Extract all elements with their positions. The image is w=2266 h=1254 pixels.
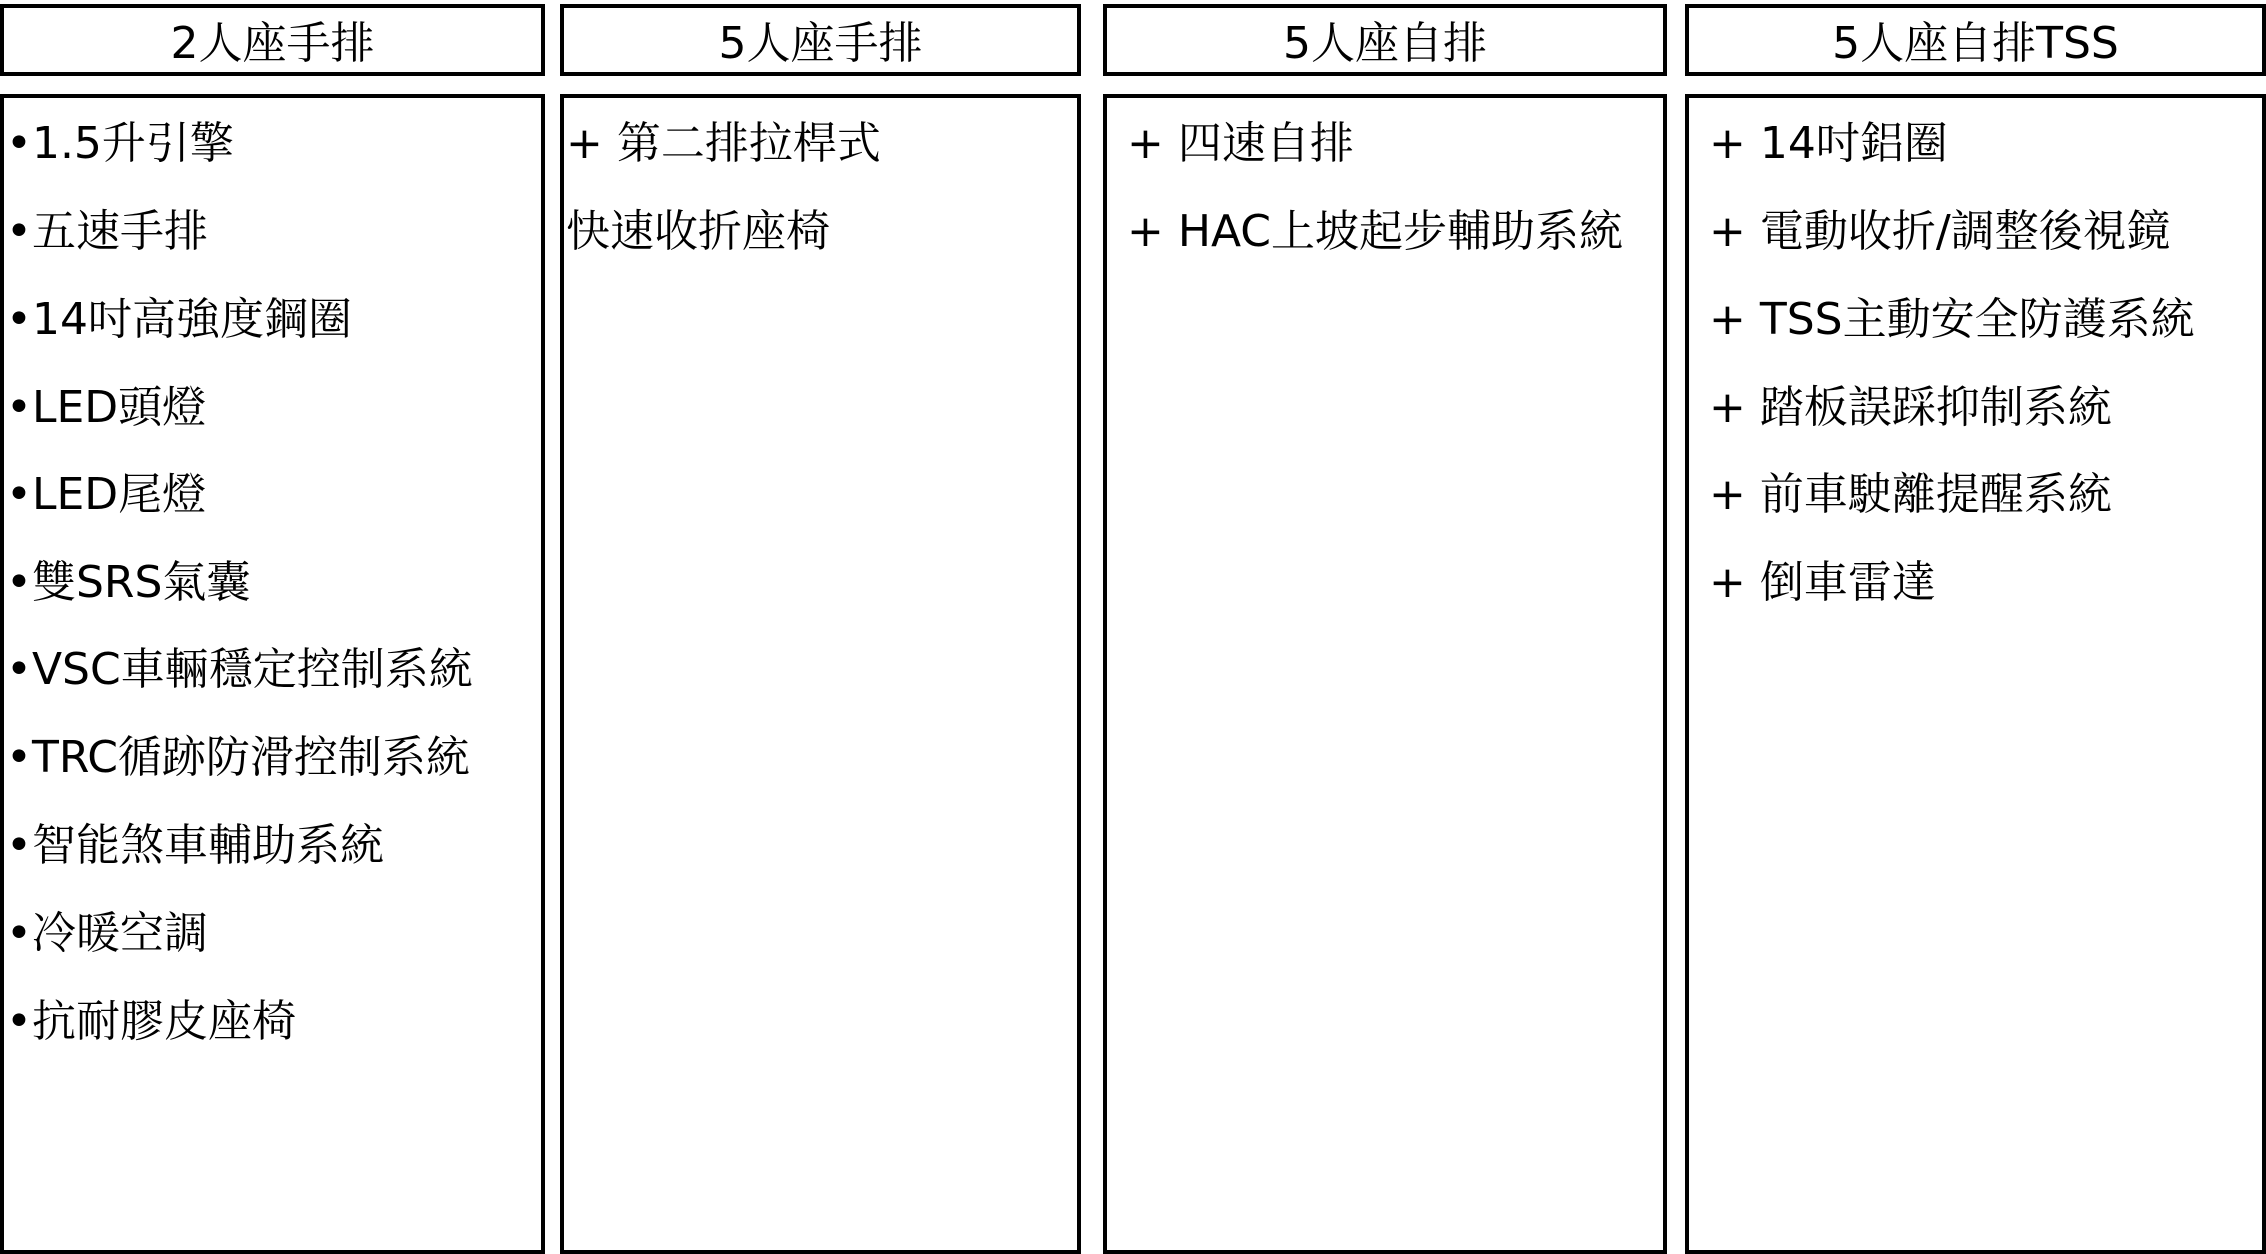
list-item: •冷暖空調	[6, 908, 208, 959]
list-item: •智能煞車輔助系統	[6, 820, 384, 871]
column-5-seat-manual	[560, 0, 1081, 1242]
list-item: + HAC上坡起步輔助系統	[1127, 206, 1623, 257]
list-item: •抗耐膠皮座椅	[6, 996, 296, 1047]
list-item: •VSC車輛穩定控制系統	[6, 644, 473, 695]
column-header: 5人座手排	[560, 4, 1081, 76]
list-item: •五速手排	[6, 206, 208, 257]
column-header: 5人座自排	[1103, 4, 1667, 76]
list-item: + 踏板誤踩抑制系統	[1709, 382, 2112, 433]
list-item: + 第二排拉桿式	[566, 118, 881, 169]
list-item: + 倒車雷達	[1709, 557, 1936, 608]
list-item: •LED頭燈	[6, 382, 207, 433]
list-item: + 14吋鋁圈	[1709, 118, 1948, 169]
feature-list	[560, 94, 1081, 1254]
column-5-seat-auto-tss	[1685, 0, 2266, 1242]
list-item: •雙SRS氣囊	[6, 557, 251, 608]
list-item: •TRC循跡防滑控制系統	[6, 732, 470, 783]
column-5-seat-auto	[1103, 0, 1667, 1242]
list-item: •14吋高強度鋼圈	[6, 294, 352, 345]
list-item: + 前車駛離提醒系統	[1709, 469, 2112, 520]
feature-list	[1103, 94, 1667, 1254]
list-item: •LED尾燈	[6, 469, 207, 520]
list-item: + TSS主動安全防護系統	[1709, 294, 2195, 345]
list-item: + 電動收折/調整後視鏡	[1709, 206, 2171, 257]
list-item: + 四速自排	[1127, 118, 1354, 169]
feature-list	[1685, 94, 2266, 1254]
feature-list	[0, 94, 545, 1254]
column-header: 5人座自排TSS	[1685, 4, 2266, 76]
list-item: •1.5升引擎	[6, 118, 234, 169]
column-header: 2人座手排	[0, 4, 545, 76]
column-2-seat-manual	[0, 0, 545, 1242]
list-item: 快速收折座椅	[566, 206, 830, 257]
